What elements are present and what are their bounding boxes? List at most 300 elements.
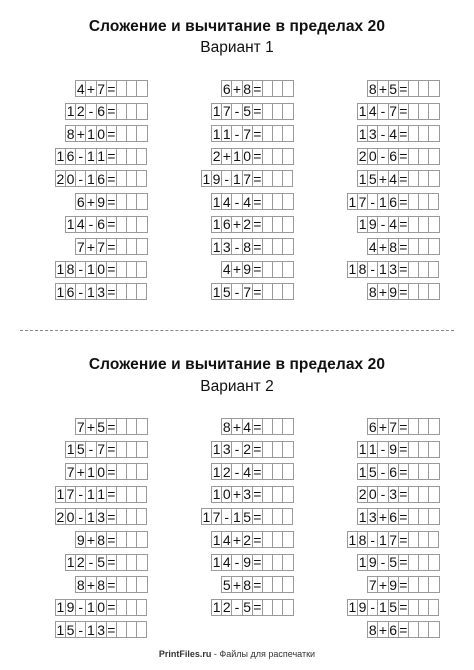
exercise-char-cell: 1 [212,554,221,571]
exercise-row [221,418,292,436]
exercise-char-cell: 6 [389,621,398,638]
exercise-char-cell: = [253,463,262,480]
exercise-char-cell: 0 [97,261,106,278]
exercise-char-cell: - [221,508,232,525]
exercise-char-cell: 3 [389,261,398,278]
answer-box[interactable] [282,148,293,165]
exercise-row [357,148,439,166]
exercise-char-cell: 9 [97,193,106,210]
exercise-char-cell: = [107,193,116,210]
answer-box[interactable] [136,441,147,458]
answer-box[interactable] [282,193,293,210]
exercise-char-cell: + [378,621,388,638]
exercise-char-cell: 6 [97,103,106,120]
answer-box[interactable] [282,170,293,187]
answer-box[interactable] [428,170,439,187]
exercise-char-cell: - [75,508,86,525]
exercise-char-cell: 1 [233,508,241,525]
exercise-row [347,193,439,211]
footer-site: PrintFiles.ru [158,649,212,659]
exercise-char-cell: = [107,148,116,165]
exercise-char-cell: 1 [202,508,211,525]
exercise-row [367,80,438,98]
exercise-row [367,238,438,256]
exercise-char-cell: 6 [97,170,106,187]
exercise-char-cell: = [107,531,116,548]
exercise-char-cell: = [107,599,116,616]
exercise-char-cell: 7 [243,170,252,187]
exercise-char-cell: = [399,554,408,571]
exercise-char-cell: - [231,599,242,616]
exercise-char-cell: 7 [243,283,252,300]
exercise-char-cell: 1 [87,508,95,525]
footer-caption: Файлы для распечатки [219,649,316,659]
exercise-char-cell: - [75,148,86,165]
exercise-char-cell: 2 [358,486,367,503]
exercise-char-cell: - [75,599,86,616]
answer-box[interactable] [428,418,439,435]
exercise-row [367,283,438,301]
exercise-char-cell: 1 [358,463,367,480]
exercise-char-cell: 1 [348,599,357,616]
exercise-char-cell: 1 [66,554,75,571]
exercise-char-cell: = [253,283,262,300]
answer-box[interactable] [428,508,439,525]
exercise-char-cell: + [232,216,242,233]
exercise-char-cell: 4 [222,193,231,210]
exercise-char-cell: 8 [243,80,252,97]
exercise-char-cell: - [367,531,378,548]
exercise-char-cell: 5 [243,599,252,616]
exercise-char-cell: = [399,486,408,503]
exercise-char-cell: - [377,554,388,571]
answer-box[interactable] [136,170,147,187]
exercise-char-cell: 3 [97,508,106,525]
exercise-char-cell: + [232,261,242,278]
exercise-row [347,599,439,617]
exercise-char-cell: 3 [97,283,106,300]
exercise-char-cell: = [107,103,116,120]
exercise-char-cell: 4 [368,238,377,255]
exercise-char-cell: 5 [243,508,252,525]
answer-box[interactable] [428,486,439,503]
exercise-char-cell: 1 [212,441,221,458]
exercise-char-cell: 1 [358,554,367,571]
exercise-row [55,621,147,639]
exercise-row [55,283,147,301]
exercise-char-cell: 5 [389,554,398,571]
exercise-char-cell: 1 [87,463,95,480]
answer-box[interactable] [136,554,147,571]
answer-box[interactable] [136,486,147,503]
answer-box[interactable] [428,148,439,165]
answer-box[interactable] [282,576,293,593]
exercise-char-cell: - [85,103,96,120]
answer-box[interactable] [428,261,439,278]
exercise-row [201,508,293,526]
exercise-char-cell: 8 [66,261,75,278]
answer-box[interactable] [282,508,293,525]
exercise-char-cell: 6 [389,148,398,165]
exercise-char-cell: 5 [389,599,398,616]
exercise-char-cell: = [253,599,262,616]
exercise-char-cell: 6 [222,216,231,233]
answer-box[interactable] [136,103,147,120]
exercise-row [75,576,146,594]
exercise-char-cell: 1 [379,193,387,210]
exercise-char-cell: 4 [76,216,85,233]
answer-box[interactable] [136,261,147,278]
exercise-char-cell: = [253,103,262,120]
exercise-char-cell: 0 [243,148,252,165]
exercise-char-cell: + [232,531,242,548]
exercise-row [347,261,439,279]
exercise-char-cell: + [378,418,388,435]
exercise-char-cell: 9 [66,599,75,616]
exercise-char-cell: = [107,125,116,142]
exercise-char-cell: 1 [212,238,221,255]
exercise-char-cell: - [75,170,86,187]
exercise-char-cell: 6 [76,193,85,210]
answer-box[interactable] [428,103,439,120]
exercise-char-cell: 0 [97,599,106,616]
exercise-row [211,463,293,481]
exercise-char-cell: = [399,576,408,593]
exercise-char-cell: 5 [76,441,85,458]
answer-box[interactable] [282,418,293,435]
exercise-char-cell: 3 [389,486,398,503]
exercise-char-cell: + [86,576,96,593]
exercise-char-cell: 9 [368,554,377,571]
exercise-row [357,103,439,121]
exercise-char-cell: 1 [56,621,65,638]
exercise-char-cell: 2 [212,148,221,165]
answer-box[interactable] [282,599,293,616]
exercise-char-cell: 1 [358,170,367,187]
answer-box[interactable] [428,621,439,638]
answer-box[interactable] [136,463,147,480]
exercise-char-cell: 7 [243,125,252,142]
exercise-char-cell: - [221,170,232,187]
exercise-char-cell: = [253,170,262,187]
answer-box[interactable] [282,463,293,480]
exercise-char-cell: - [377,486,388,503]
exercise-char-cell: = [399,621,408,638]
answer-box[interactable] [282,531,293,548]
exercise-char-cell: 4 [243,463,252,480]
exercise-char-cell: 4 [76,80,85,97]
answer-box[interactable] [428,216,439,233]
exercise-char-cell: = [253,508,262,525]
exercise-char-cell: 5 [389,80,398,97]
exercise-char-cell: 2 [243,531,252,548]
exercise-char-cell: 9 [243,554,252,571]
exercise-char-cell: 5 [243,103,252,120]
exercise-char-cell: 1 [348,193,357,210]
answer-box[interactable] [428,554,439,571]
exercise-char-cell: - [75,283,86,300]
exercise-char-cell: - [231,238,242,255]
exercise-char-cell: 2 [222,463,231,480]
exercise-row [357,508,439,526]
exercise-char-cell: 1 [212,283,221,300]
exercise-char-cell: 1 [212,125,221,142]
exercise-char-cell: = [253,80,262,97]
exercise-char-cell: 9 [243,261,252,278]
answer-box[interactable] [282,216,293,233]
answer-box[interactable] [136,80,147,97]
exercise-char-cell: 1 [348,261,357,278]
answer-box[interactable] [428,463,439,480]
exercise-char-cell: 1 [368,441,377,458]
exercise-char-cell: = [399,193,408,210]
exercise-char-cell: 8 [243,576,252,593]
exercise-char-cell: = [253,125,262,142]
exercise-row [65,554,147,572]
exercise-char-cell: 1 [87,486,95,503]
exercise-char-cell: 1 [87,621,95,638]
exercise-row [357,170,439,188]
exercise-row [221,576,292,594]
exercise-char-cell: 6 [66,148,75,165]
answer-box[interactable] [428,576,439,593]
exercise-char-cell: + [86,531,96,548]
exercise-char-cell: + [378,170,388,187]
exercise-char-cell: = [253,554,262,571]
exercise-char-cell: = [253,576,262,593]
exercise-char-cell: 2 [76,554,85,571]
exercise-row [55,508,147,526]
exercise-char-cell: 2 [56,170,65,187]
exercise-char-cell: - [231,554,242,571]
exercise-char-cell: 5 [222,283,231,300]
exercise-char-cell: + [76,463,85,480]
answer-box[interactable] [282,261,293,278]
exercise-row [65,463,147,481]
exercise-row [211,599,293,617]
exercise-char-cell: 8 [389,238,398,255]
exercise-char-cell: 8 [368,80,377,97]
answer-box[interactable] [136,125,147,142]
exercise-char-cell: - [377,216,388,233]
exercise-char-cell: 8 [368,283,377,300]
exercise-char-cell: 1 [212,463,221,480]
exercise-row [211,283,293,301]
exercise-char-cell: 7 [66,486,75,503]
exercise-char-cell: = [253,261,262,278]
exercise-row [75,80,146,98]
exercise-char-cell: = [399,418,408,435]
exercise-char-cell: 1 [358,441,367,458]
exercise-char-cell: - [377,463,388,480]
answer-box[interactable] [136,193,147,210]
answer-box[interactable] [428,441,439,458]
exercise-char-cell: 0 [97,125,106,142]
answer-box[interactable] [136,148,147,165]
exercise-char-cell: = [107,238,116,255]
exercise-row [211,193,293,211]
exercise-row [55,148,147,166]
exercise-char-cell: = [107,463,116,480]
footer-separator: - [211,649,220,659]
exercise-char-cell: 1 [56,283,65,300]
answer-box[interactable] [282,486,293,503]
answer-box[interactable] [136,418,147,435]
exercise-char-cell: + [378,80,388,97]
answer-box[interactable] [282,441,293,458]
answer-box[interactable] [136,238,147,255]
exercise-char-cell: 8 [66,125,75,142]
answer-box[interactable] [282,125,293,142]
exercise-char-cell: = [253,148,262,165]
exercise-char-cell: 5 [66,621,75,638]
answer-box[interactable] [136,283,147,300]
exercise-char-cell: + [232,486,242,503]
exercise-char-cell: 1 [348,531,357,548]
exercise-char-cell: + [76,125,85,142]
exercise-char-cell: 1 [56,148,65,165]
exercise-char-cell: - [377,441,388,458]
exercise-char-cell: = [107,418,116,435]
answer-box[interactable] [428,283,439,300]
exercise-char-cell: 7 [358,193,367,210]
exercise-row [357,554,439,572]
answer-box[interactable] [282,283,293,300]
exercise-char-cell: 2 [358,148,367,165]
answer-box[interactable] [428,599,439,616]
exercise-char-cell: 1 [66,216,75,233]
exercise-char-cell: 4 [389,125,398,142]
variant-1-title: Сложение и вычитание в пределах 20 [88,18,386,35]
exercise-char-cell: 1 [87,599,95,616]
exercise-char-cell: 0 [368,486,377,503]
exercise-char-cell: + [222,148,231,165]
answer-box[interactable] [428,238,439,255]
exercise-char-cell: 1 [66,103,75,120]
answer-box[interactable] [428,125,439,142]
answer-box[interactable] [428,80,439,97]
answer-box[interactable] [282,238,293,255]
answer-box[interactable] [136,576,147,593]
exercise-char-cell: 9 [76,531,85,548]
exercise-row [357,441,439,459]
exercise-char-cell: 1 [222,125,231,142]
exercise-char-cell: 5 [368,463,377,480]
exercise-row [55,170,147,188]
exercise-row [75,531,146,549]
exercise-char-cell: 1 [212,599,221,616]
exercise-char-cell: - [231,103,242,120]
exercise-char-cell: - [377,125,388,142]
exercise-char-cell: = [399,531,408,548]
exercise-char-cell: 9 [212,170,221,187]
exercise-char-cell: 1 [97,486,106,503]
exercise-char-cell: = [107,621,116,638]
exercise-char-cell: 4 [243,418,252,435]
exercise-char-cell: 7 [76,418,85,435]
exercise-row [211,486,293,504]
exercise-char-cell: = [107,170,116,187]
variant-2-subtitle: Вариант 2 [200,378,274,395]
exercise-char-cell: 2 [243,216,252,233]
exercise-char-cell: 1 [379,261,387,278]
exercise-char-cell: 2 [222,599,231,616]
exercise-char-cell: = [107,216,116,233]
exercise-char-cell: 1 [212,216,221,233]
exercise-char-cell: = [253,486,262,503]
answer-box[interactable] [136,531,147,548]
exercise-char-cell: 1 [358,508,367,525]
exercise-char-cell: 3 [222,238,231,255]
exercise-char-cell: 1 [56,599,65,616]
answer-box[interactable] [282,103,293,120]
exercise-char-cell: 1 [233,170,241,187]
exercise-char-cell: 0 [66,508,75,525]
exercise-char-cell: + [378,576,388,593]
answer-box[interactable] [136,508,147,525]
exercise-row [221,80,292,98]
exercise-char-cell: 1 [87,283,95,300]
exercise-char-cell: 6 [368,418,377,435]
exercise-char-cell: = [399,238,408,255]
answer-box[interactable] [282,80,293,97]
answer-box[interactable] [136,599,147,616]
variant-1-subtitle: Вариант 1 [200,39,274,56]
exercise-char-cell: 7 [97,238,106,255]
exercise-char-cell: 0 [222,486,231,503]
exercise-char-cell: 6 [389,193,398,210]
exercise-char-cell: - [75,486,86,503]
exercise-char-cell: = [399,103,408,120]
exercise-char-cell: - [367,599,378,616]
exercise-char-cell: 8 [222,418,231,435]
exercise-char-cell: 7 [222,103,231,120]
answer-box[interactable] [136,621,147,638]
exercise-row [75,418,146,436]
exercise-char-cell: 6 [389,508,398,525]
answer-box[interactable] [282,554,293,571]
exercise-char-cell: 9 [389,576,398,593]
exercise-char-cell: - [231,193,242,210]
exercise-row [211,125,293,143]
exercise-char-cell: = [253,531,262,548]
answer-box[interactable] [136,216,147,233]
exercise-char-cell: 1 [358,103,367,120]
exercise-char-cell: 5 [222,576,231,593]
exercise-char-cell: + [232,576,242,593]
answer-box[interactable] [428,193,439,210]
exercise-row [357,125,439,143]
answer-box[interactable] [428,531,439,548]
exercise-char-cell: 1 [212,531,221,548]
exercise-char-cell: 4 [389,216,398,233]
exercise-char-cell: - [377,148,388,165]
exercise-char-cell: 1 [56,486,65,503]
exercise-char-cell: 5 [97,418,106,435]
exercise-char-cell: = [399,125,408,142]
exercise-char-cell: 1 [87,148,95,165]
exercise-row [367,576,438,594]
exercise-char-cell: = [107,554,116,571]
exercise-char-cell: = [107,486,116,503]
exercise-char-cell: 4 [222,261,231,278]
exercise-char-cell: + [378,508,388,525]
exercise-char-cell: 7 [66,463,75,480]
exercise-char-cell: 6 [66,283,75,300]
exercise-char-cell: = [399,148,408,165]
exercise-char-cell: - [75,261,86,278]
exercise-row [75,238,146,256]
